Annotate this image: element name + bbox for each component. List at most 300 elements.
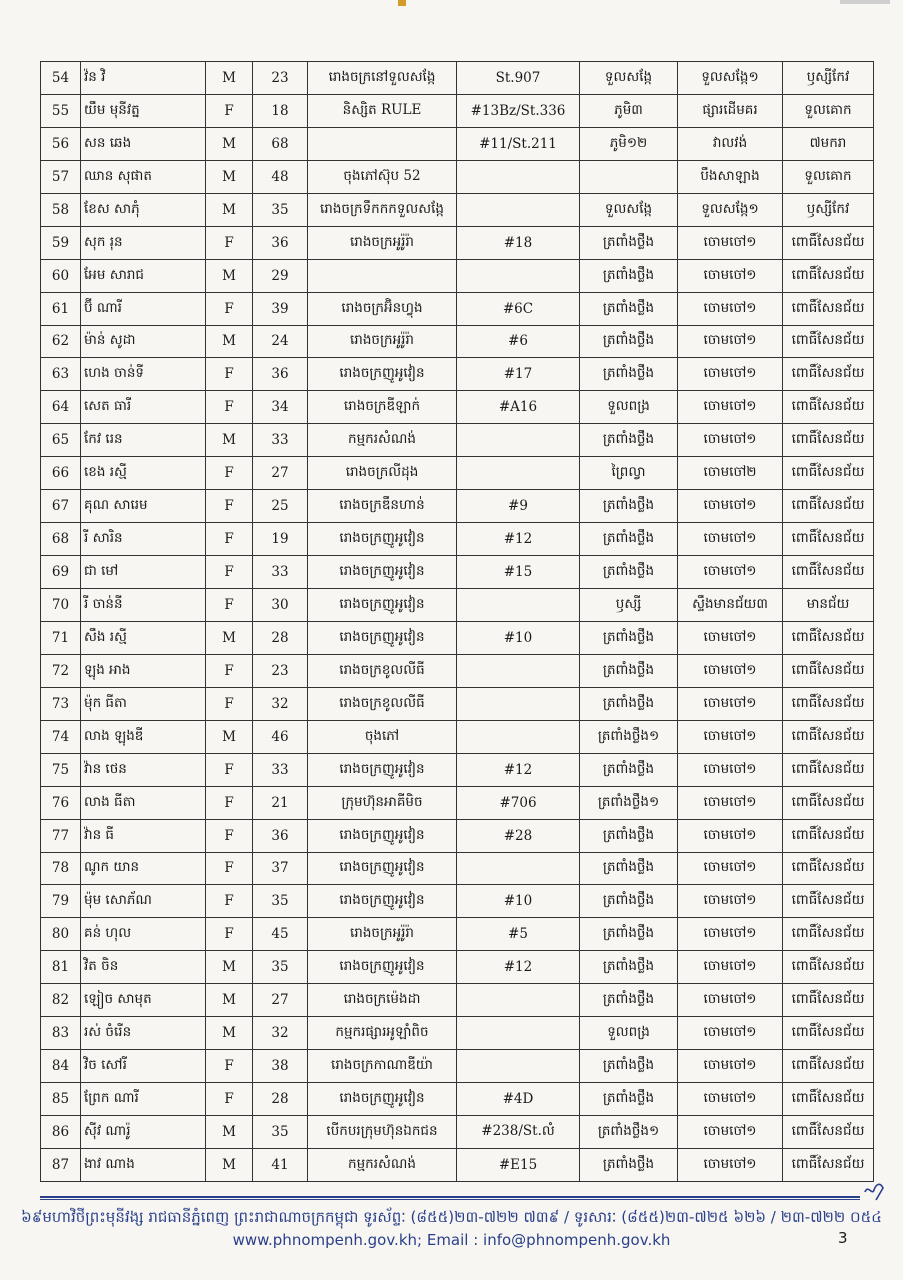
- row-number: 75: [41, 753, 81, 786]
- table-row: [41, 1083, 874, 1116]
- house-number-cell: #6: [457, 325, 580, 358]
- person-name: វិច សៅរី: [81, 1050, 206, 1083]
- row-number: 66: [41, 457, 81, 490]
- table-row: [41, 325, 874, 358]
- house-number-cell: St.907: [457, 62, 580, 95]
- person-name: សុក រុន: [81, 226, 206, 259]
- workplace-cell: រោងចក្រញូអូវៀន: [308, 523, 457, 556]
- workplace-cell: [308, 259, 457, 292]
- village-cell: ភូមិ១២: [580, 127, 678, 160]
- sex-cell: M: [206, 325, 253, 358]
- commune-cell: ចោមចៅ១: [678, 1116, 783, 1149]
- table-row: [41, 720, 874, 753]
- sex-cell: F: [206, 226, 253, 259]
- age-cell: 27: [253, 984, 308, 1017]
- row-number: 57: [41, 160, 81, 193]
- district-cell: ពោធិ៍សែនជ័យ: [783, 984, 874, 1017]
- house-number-cell: [457, 720, 580, 753]
- age-cell: 28: [253, 621, 308, 654]
- row-number: 68: [41, 523, 81, 556]
- age-cell: 33: [253, 424, 308, 457]
- age-cell: 23: [253, 654, 308, 687]
- house-number-cell: [457, 654, 580, 687]
- district-cell: ពោធិ៍សែនជ័យ: [783, 918, 874, 951]
- district-cell: ទួលគោក: [783, 94, 874, 127]
- table-row: [41, 160, 874, 193]
- house-number-cell: #9: [457, 490, 580, 523]
- person-name: គុណ សារេម: [81, 490, 206, 523]
- house-number-cell: [457, 1050, 580, 1083]
- district-cell: ពោធិ៍សែនជ័យ: [783, 523, 874, 556]
- district-cell: ពោធិ៍សែនជ័យ: [783, 654, 874, 687]
- person-name: កែវ រេន: [81, 424, 206, 457]
- footer-rule: [40, 1196, 860, 1198]
- house-number-cell: #10: [457, 621, 580, 654]
- signature-mark: [862, 1180, 886, 1202]
- age-cell: 46: [253, 720, 308, 753]
- person-name: វ៉ាន ធី: [81, 819, 206, 852]
- person-name: ខែស សាភុំ: [81, 193, 206, 226]
- district-cell: ពោធិ៍សែនជ័យ: [783, 753, 874, 786]
- district-cell: ពោធិ៍សែនជ័យ: [783, 358, 874, 391]
- workplace-cell: រោងចក្រញូអូវៀន: [308, 621, 457, 654]
- table-row: [41, 292, 874, 325]
- person-name: លាង ធីតា: [81, 786, 206, 819]
- records-body: [41, 62, 874, 1182]
- district-cell: ពោធិ៍សែនជ័យ: [783, 951, 874, 984]
- village-cell: ត្រពាំងថ្លឹង: [580, 259, 678, 292]
- house-number-cell: #5: [457, 918, 580, 951]
- commune-cell: ចោមចៅ១: [678, 1017, 783, 1050]
- village-cell: ត្រពាំងថ្លឹង: [580, 654, 678, 687]
- village-cell: ទួលសង្កែ: [580, 62, 678, 95]
- table-row: [41, 490, 874, 523]
- age-cell: 39: [253, 292, 308, 325]
- row-number: 65: [41, 424, 81, 457]
- age-cell: 35: [253, 193, 308, 226]
- village-cell: ត្រពាំងថ្លឹង: [580, 490, 678, 523]
- row-number: 77: [41, 819, 81, 852]
- sex-cell: F: [206, 490, 253, 523]
- person-name: ព្រែក ណារី: [81, 1083, 206, 1116]
- sex-cell: F: [206, 457, 253, 490]
- age-cell: 27: [253, 457, 308, 490]
- sex-cell: M: [206, 424, 253, 457]
- row-number: 78: [41, 852, 81, 885]
- workplace-cell: រោងចក្រអូរ៉ូរ៉ា: [308, 226, 457, 259]
- workplace-cell: រោងចក្រអ៊ិនហ្វុង: [308, 292, 457, 325]
- village-cell: ត្រពាំងថ្លឹង១: [580, 786, 678, 819]
- district-cell: ពោធិ៍សែនជ័យ: [783, 1148, 874, 1181]
- village-cell: ត្រពាំងថ្លឹង: [580, 556, 678, 589]
- person-name: ស៊ីវ ណារ៉ូ: [81, 1116, 206, 1149]
- house-number-cell: #E15: [457, 1148, 580, 1181]
- row-number: 84: [41, 1050, 81, 1083]
- village-cell: ត្រពាំងថ្លឹង១: [580, 720, 678, 753]
- workplace-cell: រោងចក្រខូលលីធី: [308, 654, 457, 687]
- person-name: ងាវ ណាង: [81, 1148, 206, 1181]
- village-cell: ត្រពាំងថ្លឹង: [580, 951, 678, 984]
- workplace-cell: កម្មករសំណង់: [308, 1148, 457, 1181]
- district-cell: ពោធិ៍សែនជ័យ: [783, 325, 874, 358]
- top-color-mark: [398, 0, 406, 6]
- workplace-cell: កម្មករផ្សារអូឡាំពិច: [308, 1017, 457, 1050]
- village-cell: ត្រពាំងថ្លឹង១: [580, 1116, 678, 1149]
- workplace-cell: ក្រុមហ៊ុនអាគីមិច: [308, 786, 457, 819]
- commune-cell: ទួលសង្កែ១: [678, 62, 783, 95]
- table-row: [41, 885, 874, 918]
- table-row: [41, 259, 874, 292]
- person-name: អែម សារាជ: [81, 259, 206, 292]
- workplace-cell: រោងចក្រញូអូវៀន: [308, 753, 457, 786]
- commune-cell: ចោមចៅ១: [678, 1148, 783, 1181]
- commune-cell: ចោមចៅ១: [678, 819, 783, 852]
- age-cell: 21: [253, 786, 308, 819]
- table-row: [41, 127, 874, 160]
- workplace-cell: រោងចក្រអូរ៉ូរ៉ា: [308, 325, 457, 358]
- village-cell: ត្រពាំងថ្លឹង: [580, 424, 678, 457]
- person-name: លាង ឡុងឌី: [81, 720, 206, 753]
- table-row: [41, 1017, 874, 1050]
- workplace-cell: រោងចក្រញូអូវៀន: [308, 1083, 457, 1116]
- commune-cell: ចោមចៅ២: [678, 457, 783, 490]
- house-number-cell: [457, 984, 580, 1017]
- house-number-cell: [457, 457, 580, 490]
- commune-cell: ចោមចៅ១: [678, 753, 783, 786]
- sex-cell: M: [206, 984, 253, 1017]
- table-row: [41, 819, 874, 852]
- age-cell: 33: [253, 753, 308, 786]
- row-number: 76: [41, 786, 81, 819]
- age-cell: 48: [253, 160, 308, 193]
- sex-cell: F: [206, 786, 253, 819]
- table-row: [41, 687, 874, 720]
- age-cell: 37: [253, 852, 308, 885]
- row-number: 60: [41, 259, 81, 292]
- sex-cell: F: [206, 94, 253, 127]
- house-number-cell: #11/St.211: [457, 127, 580, 160]
- sex-cell: M: [206, 1116, 253, 1149]
- sex-cell: F: [206, 819, 253, 852]
- age-cell: 32: [253, 1017, 308, 1050]
- person-name: រី សារិន: [81, 523, 206, 556]
- age-cell: 68: [253, 127, 308, 160]
- village-cell: [580, 160, 678, 193]
- sex-cell: M: [206, 951, 253, 984]
- row-number: 69: [41, 556, 81, 589]
- sex-cell: M: [206, 720, 253, 753]
- sex-cell: F: [206, 654, 253, 687]
- age-cell: 32: [253, 687, 308, 720]
- table-row: [41, 621, 874, 654]
- house-number-cell: #17: [457, 358, 580, 391]
- commune-cell: ចោមចៅ១: [678, 490, 783, 523]
- person-name: វ៉ាន ថេន: [81, 753, 206, 786]
- village-cell: ត្រពាំងថ្លឹង: [580, 852, 678, 885]
- person-name: រស់ ចំរើន: [81, 1017, 206, 1050]
- house-number-cell: #28: [457, 819, 580, 852]
- sex-cell: M: [206, 1148, 253, 1181]
- house-number-cell: #706: [457, 786, 580, 819]
- age-cell: 29: [253, 259, 308, 292]
- commune-cell: បឹងសាឡាង: [678, 160, 783, 193]
- commune-cell: ចោមចៅ១: [678, 654, 783, 687]
- row-number: 67: [41, 490, 81, 523]
- commune-cell: ចោមចៅ១: [678, 621, 783, 654]
- row-number: 82: [41, 984, 81, 1017]
- person-name: គន់ ហុល: [81, 918, 206, 951]
- village-cell: ត្រពាំងថ្លឹង: [580, 1083, 678, 1116]
- commune-cell: ចោមចៅ១: [678, 424, 783, 457]
- age-cell: 24: [253, 325, 308, 358]
- village-cell: ត្រពាំងថ្លឹង: [580, 358, 678, 391]
- house-number-cell: #18: [457, 226, 580, 259]
- row-number: 55: [41, 94, 81, 127]
- commune-cell: ចោមចៅ១: [678, 687, 783, 720]
- sex-cell: F: [206, 1083, 253, 1116]
- age-cell: 36: [253, 358, 308, 391]
- house-number-cell: [457, 1017, 580, 1050]
- village-cell: ត្រពាំងថ្លឹង: [580, 918, 678, 951]
- workplace-cell: រោងចក្រឌឹនហាន់: [308, 490, 457, 523]
- person-name: ម៉ុក ធីតា: [81, 687, 206, 720]
- commune-cell: ចោមចៅ១: [678, 984, 783, 1017]
- age-cell: 35: [253, 885, 308, 918]
- district-cell: ពោធិ៍សែនជ័យ: [783, 687, 874, 720]
- person-name: សឹង រស្មី: [81, 621, 206, 654]
- row-number: 71: [41, 621, 81, 654]
- person-name: ប៊ី ណារី: [81, 292, 206, 325]
- village-cell: ទួលពង្រ: [580, 391, 678, 424]
- row-number: 85: [41, 1083, 81, 1116]
- house-number-cell: #4D: [457, 1083, 580, 1116]
- table-row: [41, 424, 874, 457]
- table-row: [41, 523, 874, 556]
- table-row: [41, 753, 874, 786]
- district-cell: ពោធិ៍សែនជ័យ: [783, 226, 874, 259]
- table-row: [41, 391, 874, 424]
- workplace-cell: [308, 127, 457, 160]
- house-number-cell: #A16: [457, 391, 580, 424]
- row-number: 86: [41, 1116, 81, 1149]
- person-name: ឡុង អាង: [81, 654, 206, 687]
- table-row: [41, 1148, 874, 1181]
- village-cell: ត្រពាំងថ្លឹង: [580, 226, 678, 259]
- village-cell: ត្រពាំងថ្លឹង: [580, 819, 678, 852]
- district-cell: ពោធិ៍សែនជ័យ: [783, 720, 874, 753]
- house-number-cell: [457, 852, 580, 885]
- age-cell: 36: [253, 819, 308, 852]
- commune-cell: ចោមចៅ១: [678, 325, 783, 358]
- house-number-cell: #238/St.លំ: [457, 1116, 580, 1149]
- age-cell: 18: [253, 94, 308, 127]
- person-name: សេត ធារី: [81, 391, 206, 424]
- commune-cell: ចោមចៅ១: [678, 786, 783, 819]
- person-name: ម៉ាន់ សូដា: [81, 325, 206, 358]
- row-number: 58: [41, 193, 81, 226]
- row-number: 87: [41, 1148, 81, 1181]
- person-name: ខេង រស្មី: [81, 457, 206, 490]
- footer-address: ៦៩មហាវិថីព្រះមុនីវង្ស រាជធានីភ្នំពេញ ព្រះរាជាណាចក្រកម្ពុជា ទូរស័ព្ទៈ (៨៥៥)២៣-៧២២ ៧៣៩ / ទូរសារៈ (៨៥៥)២៣-៧២៥ ៦២៦ / ២៣-៧២២ ០៥៤: [21, 1208, 882, 1226]
- sex-cell: F: [206, 589, 253, 622]
- table-row: [41, 556, 874, 589]
- workplace-cell: រោងចក្រញូអូវៀន: [308, 589, 457, 622]
- table-row: [41, 786, 874, 819]
- workplace-cell: ចុងភៅ: [308, 720, 457, 753]
- person-name: យឹម មុនីវត្ន: [81, 94, 206, 127]
- workplace-cell: រោងចក្រកាណាឌីយ៉ា: [308, 1050, 457, 1083]
- person-name: ឡៀច សាមុត: [81, 984, 206, 1017]
- age-cell: 35: [253, 951, 308, 984]
- row-number: 79: [41, 885, 81, 918]
- workplace-cell: បើកបរក្រុមហ៊ុនឯកជន: [308, 1116, 457, 1149]
- workplace-cell: និស្សិត RULE: [308, 94, 457, 127]
- sex-cell: M: [206, 1017, 253, 1050]
- workplace-cell: រោងចក្រញូអូវៀន: [308, 556, 457, 589]
- sex-cell: F: [206, 687, 253, 720]
- row-number: 63: [41, 358, 81, 391]
- commune-cell: ចោមចៅ១: [678, 292, 783, 325]
- village-cell: ត្រពាំងថ្លឹង: [580, 1050, 678, 1083]
- house-number-cell: #12: [457, 523, 580, 556]
- commune-cell: ផ្សារដើមគរ: [678, 94, 783, 127]
- sex-cell: F: [206, 1050, 253, 1083]
- age-cell: 36: [253, 226, 308, 259]
- sex-cell: F: [206, 753, 253, 786]
- row-number: 80: [41, 918, 81, 951]
- age-cell: 19: [253, 523, 308, 556]
- commune-cell: ចោមចៅ១: [678, 523, 783, 556]
- person-name: ជា មៅ: [81, 556, 206, 589]
- commune-cell: ចោមចៅ១: [678, 259, 783, 292]
- sex-cell: F: [206, 918, 253, 951]
- age-cell: 38: [253, 1050, 308, 1083]
- top-edge-shadow: [840, 0, 890, 4]
- commune-cell: ចោមចៅ១: [678, 226, 783, 259]
- row-number: 54: [41, 62, 81, 95]
- workplace-cell: រោងចក្រអូរ៉ូរ៉ា: [308, 918, 457, 951]
- house-number-cell: [457, 193, 580, 226]
- district-cell: ទួលគោក: [783, 160, 874, 193]
- table-row: [41, 1050, 874, 1083]
- row-number: 83: [41, 1017, 81, 1050]
- district-cell: ពោធិ៍សែនជ័យ: [783, 1017, 874, 1050]
- house-number-cell: #12: [457, 951, 580, 984]
- sex-cell: F: [206, 358, 253, 391]
- district-cell: ពោធិ៍សែនជ័យ: [783, 1050, 874, 1083]
- person-name: វ៉ន វិ: [81, 62, 206, 95]
- commune-cell: ចោមចៅ១: [678, 951, 783, 984]
- records-table: [40, 61, 874, 1182]
- village-cell: ត្រពាំងថ្លឹង: [580, 621, 678, 654]
- district-cell: ពោធិ៍សែនជ័យ: [783, 556, 874, 589]
- table-row: [41, 918, 874, 951]
- commune-cell: ចោមចៅ១: [678, 852, 783, 885]
- table-row: [41, 1116, 874, 1149]
- sex-cell: M: [206, 621, 253, 654]
- village-cell: ត្រពាំងថ្លឹង: [580, 984, 678, 1017]
- commune-cell: ចោមចៅ១: [678, 918, 783, 951]
- workplace-cell: រោងចក្រឌីឡាក់: [308, 391, 457, 424]
- sex-cell: F: [206, 852, 253, 885]
- house-number-cell: [457, 589, 580, 622]
- district-cell: ពោធិ៍សែនជ័យ: [783, 292, 874, 325]
- sex-cell: M: [206, 259, 253, 292]
- house-number-cell: #12: [457, 753, 580, 786]
- village-cell: ត្រពាំងថ្លឹង: [580, 687, 678, 720]
- district-cell: ពោធិ៍សែនជ័យ: [783, 819, 874, 852]
- village-cell: ត្រពាំងថ្លឹង: [580, 292, 678, 325]
- table-row: [41, 62, 874, 95]
- commune-cell: ចោមចៅ១: [678, 556, 783, 589]
- commune-cell: ចោមចៅ១: [678, 358, 783, 391]
- workplace-cell: រោងចក្រញូអូវៀន: [308, 819, 457, 852]
- house-number-cell: [457, 687, 580, 720]
- person-name: ហេង ចាន់ទី: [81, 358, 206, 391]
- commune-cell: ចោមចៅ១: [678, 720, 783, 753]
- row-number: 61: [41, 292, 81, 325]
- age-cell: 34: [253, 391, 308, 424]
- district-cell: ពោធិ៍សែនជ័យ: [783, 1116, 874, 1149]
- row-number: 72: [41, 654, 81, 687]
- workplace-cell: រោងចក្រញូអូវៀន: [308, 852, 457, 885]
- table-row: [41, 654, 874, 687]
- table-row: [41, 226, 874, 259]
- person-name: វិត ចិន: [81, 951, 206, 984]
- village-cell: ត្រពាំងថ្លឹង: [580, 325, 678, 358]
- village-cell: ភូមិ៣: [580, 94, 678, 127]
- footer-contact: www.phnompenh.gov.kh; Email : info@phnompenh.gov.kh: [232, 1231, 671, 1249]
- row-number: 70: [41, 589, 81, 622]
- commune-cell: ចោមចៅ១: [678, 885, 783, 918]
- commune-cell: ចោមចៅ១: [678, 1083, 783, 1116]
- age-cell: 45: [253, 918, 308, 951]
- house-number-cell: #10: [457, 885, 580, 918]
- person-name: រី ចាន់នី: [81, 589, 206, 622]
- sex-cell: F: [206, 292, 253, 325]
- house-number-cell: #6C: [457, 292, 580, 325]
- table-row: [41, 94, 874, 127]
- row-number: 62: [41, 325, 81, 358]
- house-number-cell: #13Bz/St.336: [457, 94, 580, 127]
- commune-cell: ចោមចៅ១: [678, 1050, 783, 1083]
- age-cell: 41: [253, 1148, 308, 1181]
- commune-cell: វាលវង់: [678, 127, 783, 160]
- district-cell: ៧មករា: [783, 127, 874, 160]
- sex-cell: F: [206, 556, 253, 589]
- workplace-cell: កម្មករសំណង់: [308, 424, 457, 457]
- workplace-cell: ចុងភៅស៊ុប 52: [308, 160, 457, 193]
- table-row: [41, 193, 874, 226]
- village-cell: ទួលសង្កែ: [580, 193, 678, 226]
- village-cell: ត្រពាំងថ្លឹង: [580, 753, 678, 786]
- page-number: 3: [838, 1229, 848, 1247]
- table-row: [41, 852, 874, 885]
- table-row: [41, 951, 874, 984]
- house-number-cell: [457, 424, 580, 457]
- village-cell: ព្រៃល្វា: [580, 457, 678, 490]
- district-cell: ពោធិ៍សែនជ័យ: [783, 852, 874, 885]
- row-number: 59: [41, 226, 81, 259]
- village-cell: ទួលពង្រ: [580, 1017, 678, 1050]
- age-cell: 33: [253, 556, 308, 589]
- district-cell: ពោធិ៍សែនជ័យ: [783, 424, 874, 457]
- age-cell: 30: [253, 589, 308, 622]
- sex-cell: M: [206, 127, 253, 160]
- district-cell: ពោធិ៍សែនជ័យ: [783, 391, 874, 424]
- workplace-cell: រោងចក្រនៅទួលសង្កែ: [308, 62, 457, 95]
- age-cell: 23: [253, 62, 308, 95]
